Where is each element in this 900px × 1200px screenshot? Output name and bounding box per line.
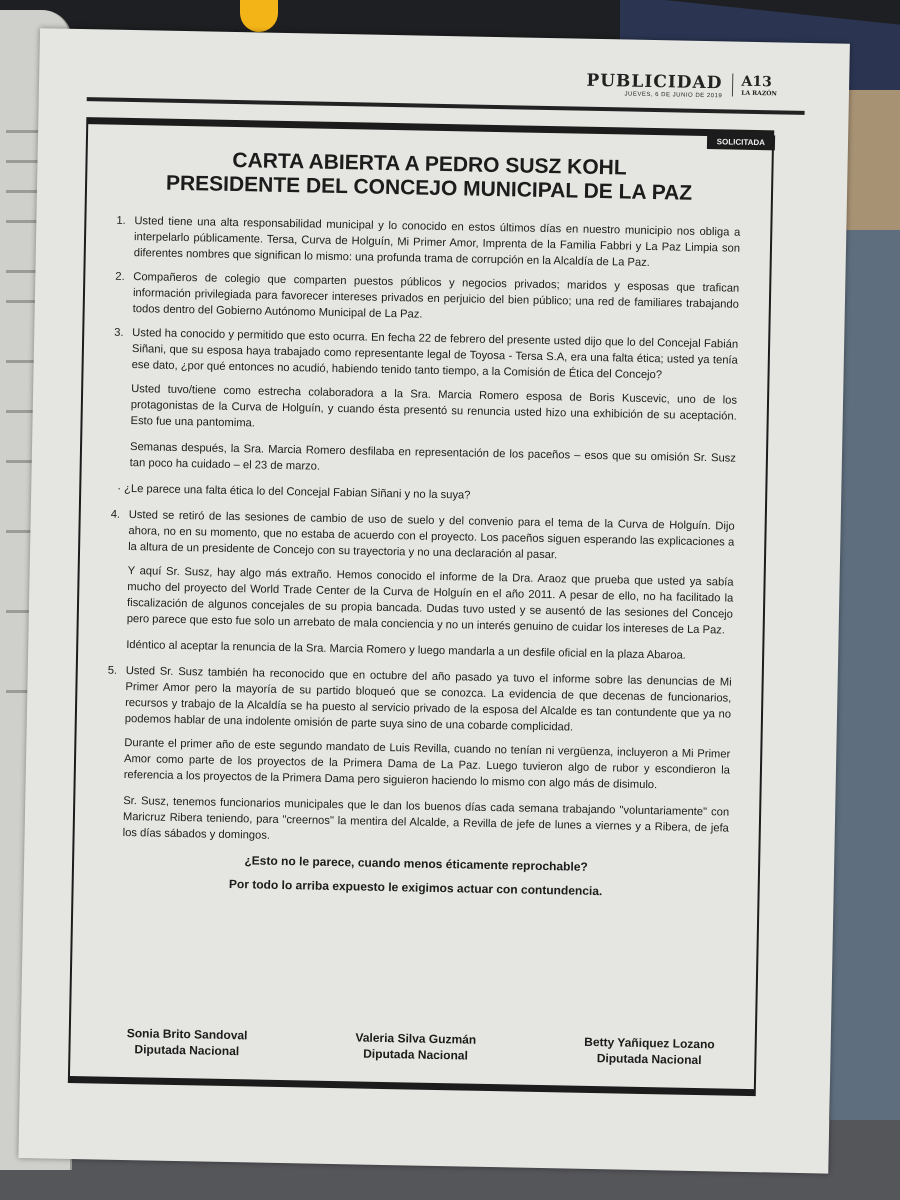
closing-demand: Por todo lo arriba expuesto le exigimos actuar con contundencia. bbox=[228, 877, 603, 899]
issue-date: JUEVES, 6 DE JUNIO DE 2019 bbox=[624, 91, 723, 100]
ad-box bbox=[68, 117, 774, 1096]
item-number: 5. bbox=[107, 664, 118, 677]
letter-title bbox=[117, 147, 742, 207]
signature bbox=[126, 1025, 247, 1059]
signature bbox=[584, 1034, 715, 1068]
item-number: 3. bbox=[114, 326, 124, 339]
paragraph: Y aquí Sr. Susz, hay algo más extraño. Hemos conocido el informe de la Dra. Araoz que prueba que usted ya sabía mucho del proyecto del World Trade Center de la Curva de Holguín en el año 2011. A pesar de ello, no ha facilitado la fiscalización de algunos concejales de su propia bancada. Dudas tuvo usted y se ausentó de las sesiones del Concejo pero parece que esto fue solo un arrebato de mala conciencia y no un interés genuino de cuidar los intereses de La Paz. bbox=[126, 565, 734, 637]
signature bbox=[355, 1029, 476, 1063]
masthead bbox=[586, 71, 777, 101]
header-rule bbox=[87, 97, 805, 115]
section-name: PUBLICIDAD bbox=[586, 70, 723, 94]
title-line-2: PRESIDENTE DEL CONCEJO MUNICIPAL DE LA PAZ bbox=[165, 171, 693, 205]
paragraph: Sr. Susz, tenemos funcionarios municipales que le dan los buenos días cada semana trabajando "voluntariamente" con Maricruz Ribera teniendo, para "creernos" la mentira del Alcalde, a Revilla de jefe de lunes a viernes y a Ribera, de jefa los días sábados y domingos. bbox=[122, 794, 730, 842]
paragraph: Usted tuvo/tiene como estrecha colaboradora a la Sra. Marcia Romero esposa de Boris Kuscevic, uno de los protagonistas de la Curva de Holguín, y cuando ésta presentó su renuncia usted hizo una exhibición de su aceptación. Esto fue una pantomima. bbox=[130, 383, 738, 430]
list-item bbox=[110, 507, 735, 567]
paragraph: Idéntico al aceptar la renuncia de la Sra. Marcia Romero y luego mandarla a un desfile oficial en la plaza Abaroa. bbox=[126, 638, 686, 662]
signer-name: Sonia Brito Sandoval bbox=[126, 1026, 248, 1043]
signer-name: Betty Yañiquez Lozano bbox=[584, 1034, 715, 1052]
bullet-question: · ¿Le parece una falta ética lo del Concejal Fabian Siñani y no la suya? bbox=[117, 482, 471, 502]
newspaper-name: LA RAZÓN bbox=[741, 89, 778, 98]
signer-role: Diputada Nacional bbox=[596, 1051, 702, 1068]
item-text: Usted se retiró de las sesiones de cambio de uso de suelo y del convenio para el tema de la Curva de Holguín. Dijo ahora, no en su momento, que no estaba de acuerdo con el proyecto. Los paceños siguen esperando las explicaciones a la altura de un presidente de Concejo con su trayectoria y no una declaración al pasar. bbox=[128, 509, 735, 562]
item-text: Usted Sr. Susz también ha reconocido que en octubre del año pasado ya tuvo el informe sobre las denuncias de Mi Primer Amor pero la mayoría de su partido bloqueó que se conozca. La evidencia de que decenas de funcionarios, recursos y trabajo de la Alcaldía se ha puesto al servicio privado de la esposa del Alcalde es tan contundente que ya no podemos hablar de una indolente omisión de parte suya sino de una cobarde complicidad. bbox=[124, 664, 732, 734]
signer-role: Diputada Nacional bbox=[363, 1046, 469, 1063]
solicitada-tag: SOLICITADA bbox=[707, 134, 776, 150]
title-line-1: CARTA ABIERTA A PEDRO SUSZ KOHL bbox=[232, 148, 627, 180]
item-text: Compañeros de colegio que comparten puestos públicos y negocios privados; maridos y esposas que trafican información privilegiada para favorecer intereses privados en perjuicio del bien público; una red de familiares trabajando todos dentro del Gobierno Autónomo Municipal de La Paz. bbox=[132, 271, 740, 321]
list-item bbox=[115, 269, 740, 329]
paragraph: Durante el primer año de este segundo mandato de Luis Revilla, cuando no tenían ni vergüenza, incluyeron a Mi Primer Amor como parte de los proyectos de la Primera Dama de La Paz. Luego tuvieron algo de rubor y escondieron la referencia a los proyectos de la Primera Dama pero siguieron haciendo lo mismo con algo más de disimulo. bbox=[123, 736, 731, 792]
signer-role: Diputada Nacional bbox=[134, 1042, 240, 1059]
item-text: Usted ha conocido y permitido que esto ocurra. En fecha 22 de febrero del presente usted dijo que lo del Concejal Fabián Siñani, que su esposa haya trabajado como representante legal de Toyosa - Tersa S.A, era una falta ética; usted ya tenía ese dato, ¿por qué entonces no acudió, habiendo tenido tanto tiempo, a la Comisión de Ética del Concejo? bbox=[131, 327, 739, 382]
signatures bbox=[126, 1025, 715, 1068]
item-number: 4. bbox=[110, 508, 121, 521]
item-number: 2. bbox=[115, 270, 125, 283]
list-item bbox=[113, 325, 738, 385]
item-text: Usted tiene una alta responsabilidad municipal y lo conocido en estos últimos días en nuestro municipio nos obliga a interpelarlo públicamente. Tersa, Curva de Holguín, Mi Primer Amor, Imprenta de la Familia Fabbri y La Paz Limpia son diferentes nombres que significan lo mismo: una profunda trama de corrupción en la Alcaldía de La Paz. bbox=[133, 215, 741, 269]
closing-question: ¿Esto no le parece, cuando menos éticamente reprochable? bbox=[244, 853, 588, 874]
page-number: A13 bbox=[741, 73, 772, 91]
signer-name: Valeria Silva Guzmán bbox=[355, 1030, 477, 1047]
item-number: 1. bbox=[116, 214, 126, 227]
list-item bbox=[107, 663, 732, 739]
paragraph: Semanas después, la Sra. Marcia Romero desfilaba en representación de los paceños – esos que su omisión Sr. Susz tan poco ha cuidado – el 23 de marzo. bbox=[129, 441, 737, 473]
list-item bbox=[116, 213, 741, 273]
newspaper-page bbox=[18, 28, 850, 1173]
